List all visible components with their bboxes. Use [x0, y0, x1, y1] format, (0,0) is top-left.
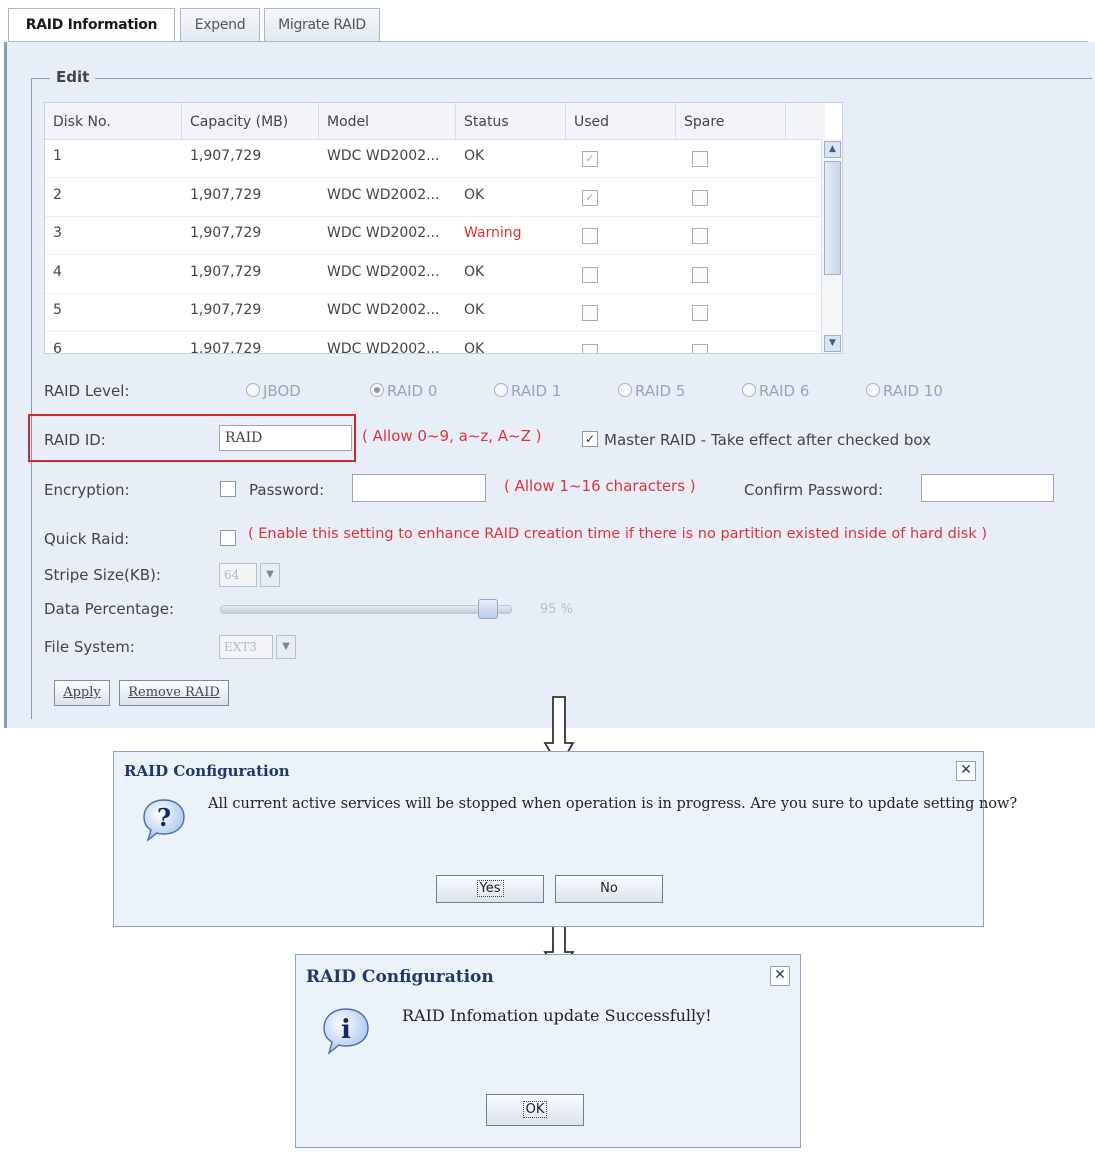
radio-raid10[interactable]: [866, 382, 943, 400]
column-header-disk-no[interactable]: Disk No.: [45, 103, 182, 139]
data-percentage-slider[interactable]: [220, 605, 512, 614]
spare-checkbox[interactable]: [692, 305, 708, 321]
capacity-cell: 1,907,729: [190, 302, 262, 318]
used-checkbox[interactable]: [582, 305, 598, 321]
disk-no-cell: 5: [53, 302, 62, 318]
table-row[interactable]: [45, 139, 820, 178]
radio-jbod-label: JBOD: [263, 382, 301, 400]
close-icon[interactable]: ✕: [770, 966, 790, 986]
table-row[interactable]: [45, 293, 820, 332]
file-system-select[interactable]: EXT3: [219, 635, 273, 659]
model-cell: WDC WD2002...: [327, 340, 440, 354]
column-header-spare[interactable]: Spare: [676, 103, 786, 139]
disk-no-cell: 4: [53, 263, 62, 280]
dialog-title: RAID Configuration: [306, 967, 494, 987]
table-row[interactable]: [45, 332, 820, 355]
confirm-password-label: Confirm Password:: [744, 481, 884, 499]
raid-id-input[interactable]: [219, 425, 352, 451]
confirm-password-input[interactable]: [921, 474, 1054, 502]
capacity-cell: 1,907,729: [190, 186, 262, 203]
no-button[interactable]: No: [555, 875, 663, 903]
confirm-dialog: [113, 751, 1018, 927]
used-checkbox[interactable]: [582, 267, 598, 283]
info-icon: [320, 1005, 372, 1057]
radio-dot: [494, 383, 508, 397]
model-cell: WDC WD2002...: [327, 225, 440, 241]
disk-no-cell: 1: [53, 148, 62, 164]
column-header-model[interactable]: Model: [319, 103, 456, 139]
password-input[interactable]: [352, 474, 486, 502]
disk-grid: [44, 102, 843, 354]
yes-button-label: Yes: [477, 880, 504, 897]
svg-text:i: i: [341, 1015, 351, 1045]
spare-checkbox[interactable]: [692, 151, 708, 167]
spare-checkbox[interactable]: [692, 228, 708, 244]
data-percentage-label: Data Percentage:: [44, 600, 175, 618]
scroll-up-icon[interactable]: ▲: [824, 141, 841, 158]
quick-raid-hint: ( Enable this setting to enhance RAID creation time if there is no partition existed inside of hard disk ): [248, 526, 988, 542]
model-cell: WDC WD2002...: [327, 263, 440, 280]
chevron-down-icon[interactable]: ▼: [276, 635, 296, 659]
radio-raid0-label: RAID 0: [387, 382, 438, 400]
password-hint: ( Allow 1~16 characters ): [504, 477, 696, 495]
capacity-cell: 1.907.729: [190, 340, 262, 354]
tab-raid-information[interactable]: RAID Information: [8, 8, 175, 43]
capacity-cell: 1,907,729: [190, 225, 262, 241]
used-checkbox[interactable]: ✓: [582, 190, 598, 206]
chevron-down-icon[interactable]: ▼: [260, 563, 280, 587]
password-label: Password:: [249, 481, 325, 499]
model-cell: WDC WD2002...: [327, 148, 440, 164]
file-system-label: File System:: [44, 638, 135, 656]
encryption-label: Encryption:: [44, 481, 130, 499]
model-cell: WDC WD2002...: [327, 302, 440, 318]
spare-checkbox[interactable]: [692, 344, 708, 355]
table-row[interactable]: [45, 178, 820, 217]
disk-no-cell: 3: [53, 225, 62, 241]
spare-checkbox[interactable]: [692, 267, 708, 283]
radio-raid6-label: RAID 6: [759, 382, 810, 400]
radio-raid5-label: RAID 5: [635, 382, 686, 400]
svg-text:?: ?: [156, 803, 172, 832]
radio-raid10-label: RAID 10: [883, 382, 943, 400]
grid-scrollbar[interactable]: [821, 139, 842, 354]
radio-raid5[interactable]: [618, 382, 685, 400]
used-checkbox[interactable]: [582, 228, 598, 244]
radio-dot: [866, 383, 880, 397]
dialog-message: All current active services will be stopped when operation is in progress. Are you sure to update setting now?: [208, 796, 1018, 812]
column-header-status[interactable]: Status: [456, 103, 566, 139]
raid-id-label: RAID ID:: [44, 431, 106, 449]
column-header-capacity[interactable]: Capacity (MB): [182, 103, 319, 139]
disk-no-cell: 2: [53, 186, 62, 203]
radio-dot-selected: [370, 383, 384, 397]
raid-id-hint: ( Allow 0~9, a~z, A~Z ): [362, 427, 542, 445]
scroll-down-icon[interactable]: ▼: [824, 335, 841, 352]
table-row[interactable]: [45, 255, 820, 294]
yes-button[interactable]: [436, 875, 544, 903]
disk-no-cell: 6: [53, 340, 62, 354]
success-dialog: [295, 954, 801, 1148]
radio-jbod[interactable]: [246, 382, 301, 400]
spare-checkbox[interactable]: [692, 190, 708, 206]
radio-dot: [742, 383, 756, 397]
status-cell: OK: [464, 340, 485, 354]
ok-button[interactable]: [486, 1094, 584, 1126]
raid-level-label: RAID Level:: [44, 382, 130, 400]
status-cell: Warning: [464, 225, 522, 241]
radio-dot: [246, 383, 260, 397]
edit-legend: Edit: [50, 68, 95, 86]
status-cell: OK: [464, 148, 485, 164]
apply-button[interactable]: Apply: [54, 680, 110, 706]
slider-handle[interactable]: [478, 599, 498, 619]
dialog-title: RAID Configuration: [124, 762, 290, 780]
model-cell: WDC WD2002...: [327, 186, 440, 203]
radio-raid1-label: RAID 1: [511, 382, 562, 400]
master-raid-label: Master RAID - Take effect after checked box: [604, 431, 931, 449]
encryption-checkbox[interactable]: [220, 481, 236, 497]
used-checkbox[interactable]: [582, 344, 598, 355]
data-percentage-value: 95 %: [540, 602, 574, 617]
close-icon[interactable]: ✕: [956, 761, 976, 781]
tab-bar: [8, 8, 1088, 42]
table-row[interactable]: [45, 216, 820, 255]
dialog-message: RAID Infomation update Successfully!: [402, 1006, 712, 1025]
stripe-size-select[interactable]: 64: [219, 563, 257, 587]
capacity-cell: 1,907,729: [190, 263, 262, 280]
radio-raid6[interactable]: [742, 382, 809, 400]
master-raid-checkbox[interactable]: ✓: [582, 431, 598, 447]
stripe-size-label: Stripe Size(KB):: [44, 566, 161, 584]
remove-raid-button[interactable]: Remove RAID: [119, 680, 229, 706]
radio-raid0[interactable]: [370, 382, 437, 400]
tab-migrate-raid[interactable]: Migrate RAID: [264, 8, 380, 42]
question-icon: [140, 796, 188, 844]
radio-dot: [618, 383, 632, 397]
used-checkbox[interactable]: ✓: [582, 151, 598, 167]
grid-header: [45, 103, 825, 140]
ok-button-label: OK: [523, 1101, 548, 1118]
status-cell: OK: [464, 302, 485, 318]
capacity-cell: 1,907,729: [190, 148, 262, 164]
scroll-thumb[interactable]: [824, 161, 841, 275]
status-cell: OK: [464, 186, 485, 203]
radio-raid1[interactable]: [494, 382, 561, 400]
tab-expend[interactable]: Expend: [180, 8, 260, 42]
column-header-used[interactable]: Used: [566, 103, 676, 139]
quick-raid-label: Quick Raid:: [44, 530, 130, 548]
status-cell: OK: [464, 263, 485, 280]
quick-raid-checkbox[interactable]: [220, 530, 236, 546]
